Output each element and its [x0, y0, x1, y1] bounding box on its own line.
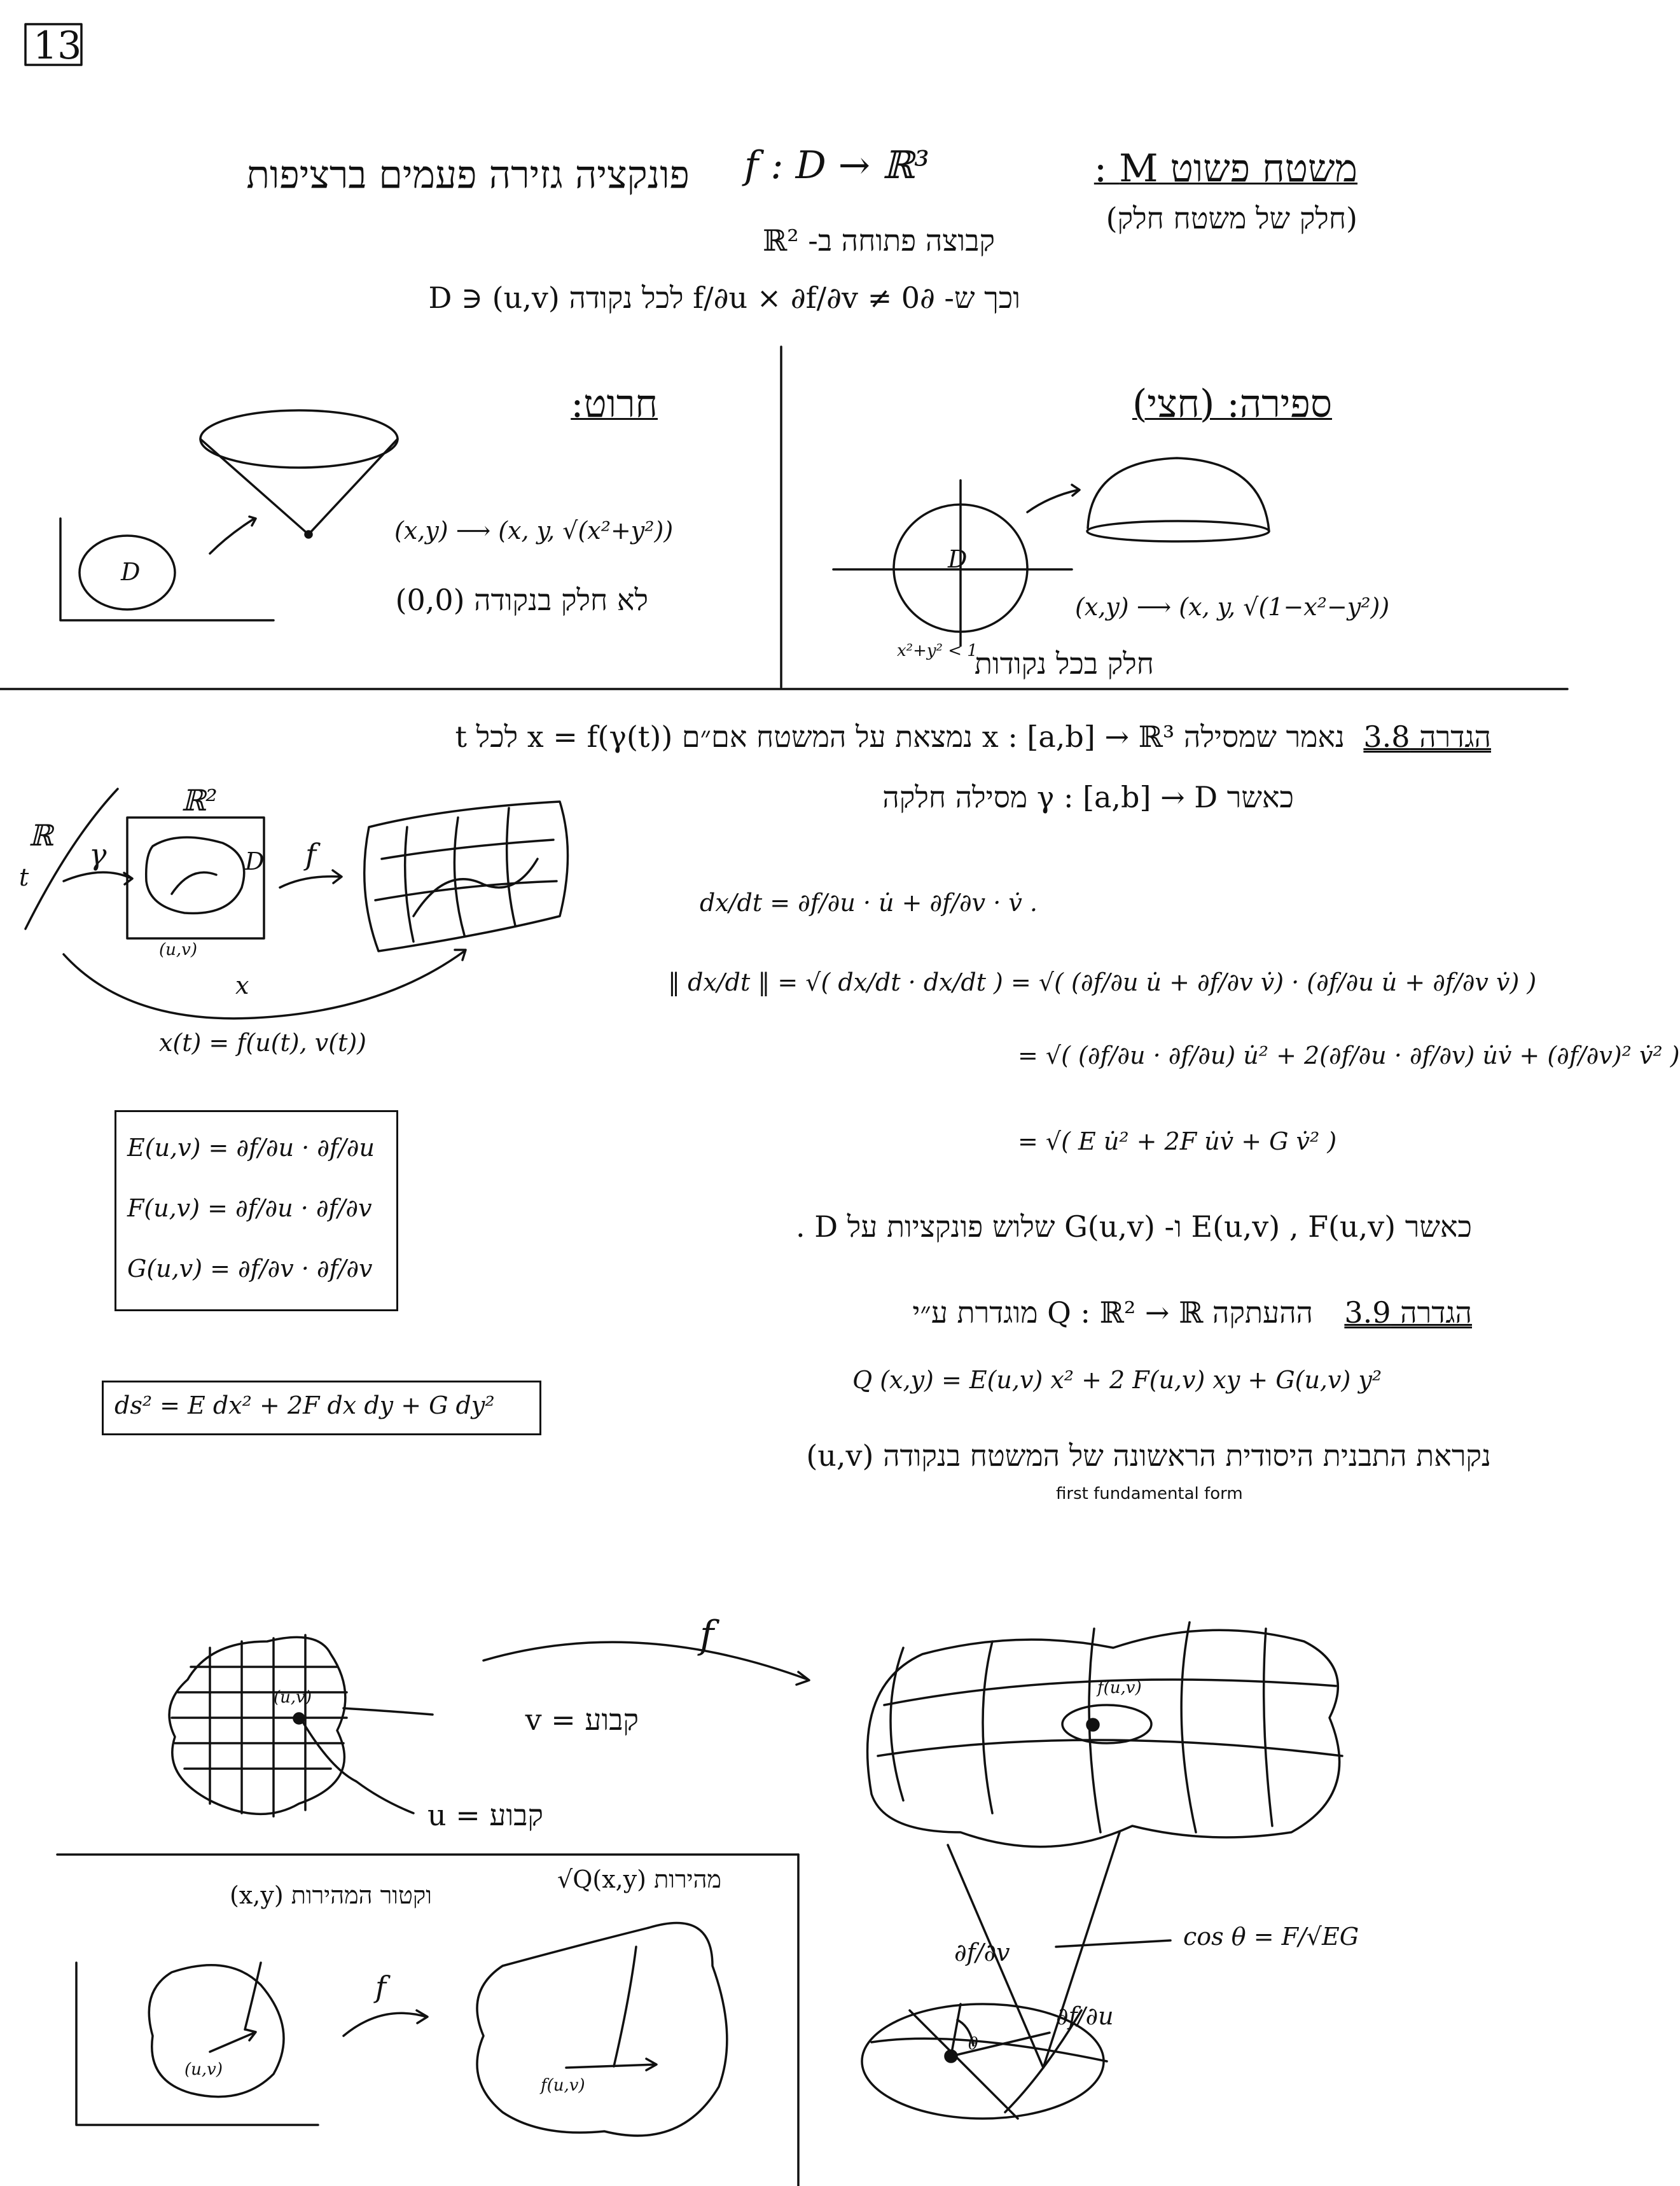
map-f-label: f — [700, 1613, 714, 1657]
fig-label-r2: ℝ² — [181, 783, 218, 818]
cone-title: חרוט: — [571, 382, 658, 426]
sphere-mapping: (x,y) ⟶ (x, y, √(1−x²−y²)) — [1075, 593, 1390, 621]
header-subtitle: (חלק של משטח חלק) — [1106, 201, 1357, 235]
smoothness-condition: וכך ש- ∂f/∂u × ∂f/∂v ≠ 0 לכל נקודה (u,v) ∈ D — [428, 281, 1020, 315]
surface-point-label: f(u,v) — [1097, 1678, 1142, 1697]
efg-f: F(u,v) = ∂f/∂u · ∂f/∂v — [127, 1194, 372, 1222]
grid-point-label: (u,v) — [274, 1688, 312, 1707]
first-fundamental-form-english: first fundamental form — [1056, 1484, 1243, 1503]
efg-e: E(u,v) = ∂f/∂u · ∂f/∂u — [127, 1134, 375, 1162]
velocity-vector-label: וקטור המהירות (x,y) — [230, 1881, 432, 1909]
cone-note: לא חלק בנקודה (0,0) — [395, 583, 648, 617]
first-fundamental-form-name: נקראת התבנית היסודית הראשונה של המשטח בנקודה (u,v) — [806, 1438, 1491, 1473]
curve-parametrization: x(t) = f(u(t), v(t)) — [159, 1029, 367, 1057]
mapping-formula: f : D → ℝ³ — [744, 143, 930, 188]
u-const-label: u = קבוע — [427, 1798, 543, 1832]
definition-description: פונקציה גזירה פעמים ברציפות — [246, 153, 690, 197]
fig-label-r: ℝ — [29, 818, 53, 853]
fig-label-t: t — [19, 863, 29, 891]
curve-on-surface-diagram — [25, 789, 568, 1019]
derivation-line-3: = √( (∂f/∂u · ∂f/∂u) u̇² + 2(∂f/∂u · ∂f/∂v) u̇v̇ + (∂f/∂v)² v̇² ) — [1018, 1041, 1680, 1069]
velocity-point-label: (u,v) — [184, 2060, 223, 2079]
v-const-label: v = קבוע — [525, 1702, 639, 1737]
efg-note: כאשר E(u,v) , F(u,v) ו- G(u,v) שלוש פונקציות על D . — [796, 1209, 1472, 1244]
cone-mapping: (x,y) ⟶ (x, y, √(x²+y²)) — [394, 517, 674, 545]
fig-label-f: f — [305, 837, 317, 872]
sphere-title: ספירה: (חצי) — [1132, 382, 1332, 426]
derivation-line-4: = √( E u̇² + 2F u̇v̇ + G v̇² ) — [1018, 1127, 1337, 1155]
cone-drawing — [60, 410, 398, 620]
efg-g: G(u,v) = ∂f/∂v · ∂f/∂v — [127, 1255, 373, 1283]
sphere-note: חלק בכל נקודות — [974, 646, 1154, 681]
domain-note: קבוצה פתוחה ב- ℝ² — [763, 223, 995, 258]
dfdv-label: ∂f/∂v — [954, 1939, 1010, 1967]
derivation-line-1: dx/dt = ∂f/∂u · u̇ + ∂f/∂v · v̇ . — [700, 889, 1038, 917]
speed-label: √Q(x,y) מהירות — [557, 1865, 721, 1893]
definition-3-8-text2: כאשר γ : [a,b] → D מסילה חלקה — [882, 780, 1294, 814]
sphere-domain-note: x²+y² < 1 — [897, 641, 978, 660]
page-number: 13 — [33, 24, 82, 68]
velocity-image-point-label: f(u,v) — [541, 2076, 585, 2095]
cone-region-label: D — [121, 558, 141, 586]
page-title: משטח פשוט M : — [1093, 146, 1357, 191]
quadratic-form: Q (x,y) = E(u,v) x² + 2 F(u,v) xy + G(u,v) y² — [852, 1366, 1382, 1394]
definition-3-9-label: הגדרה 3.9 — [1344, 1295, 1472, 1330]
fig-label-x: x — [235, 971, 249, 999]
dfdu-label: ∂f/∂u — [1056, 2002, 1114, 2030]
fig-label-gamma: γ — [89, 837, 107, 872]
velocity-diagram — [76, 1923, 727, 2136]
angle-formula: cos θ = F/√EG — [1183, 1923, 1359, 1951]
definition-3-8-label: הגדרה 3.8 — [1363, 720, 1491, 754]
metric-formula: ds² = E dx² + 2F dx dy + G dy² — [115, 1391, 495, 1419]
derivation-line-2: ‖ dx/dt ‖ = √( dx/dt · dx/dt ) = √( (∂f/∂u u̇ + ∂f/∂v v̇) · (∂f/∂u u̇ + ∂f/∂v v̇) ) — [668, 968, 1537, 996]
fig-label-uv: (u,v) — [159, 940, 197, 959]
theta-label: θ — [968, 2035, 978, 2054]
fig-label-d: D — [245, 847, 265, 875]
coordinate-grid-surface — [169, 1635, 809, 1816]
sphere-region-label: D — [948, 545, 968, 573]
definition-3-8-text: נאמר שמסילה x : [a,b] → ℝ³ נמצאת על המשטח אם״ם x = f(γ(t)) לכל t — [455, 720, 1345, 754]
velocity-map-f: f — [375, 1970, 387, 2004]
definition-3-9-text: ההעתקה Q : ℝ² → ℝ מוגדרת ע״י — [912, 1295, 1313, 1330]
